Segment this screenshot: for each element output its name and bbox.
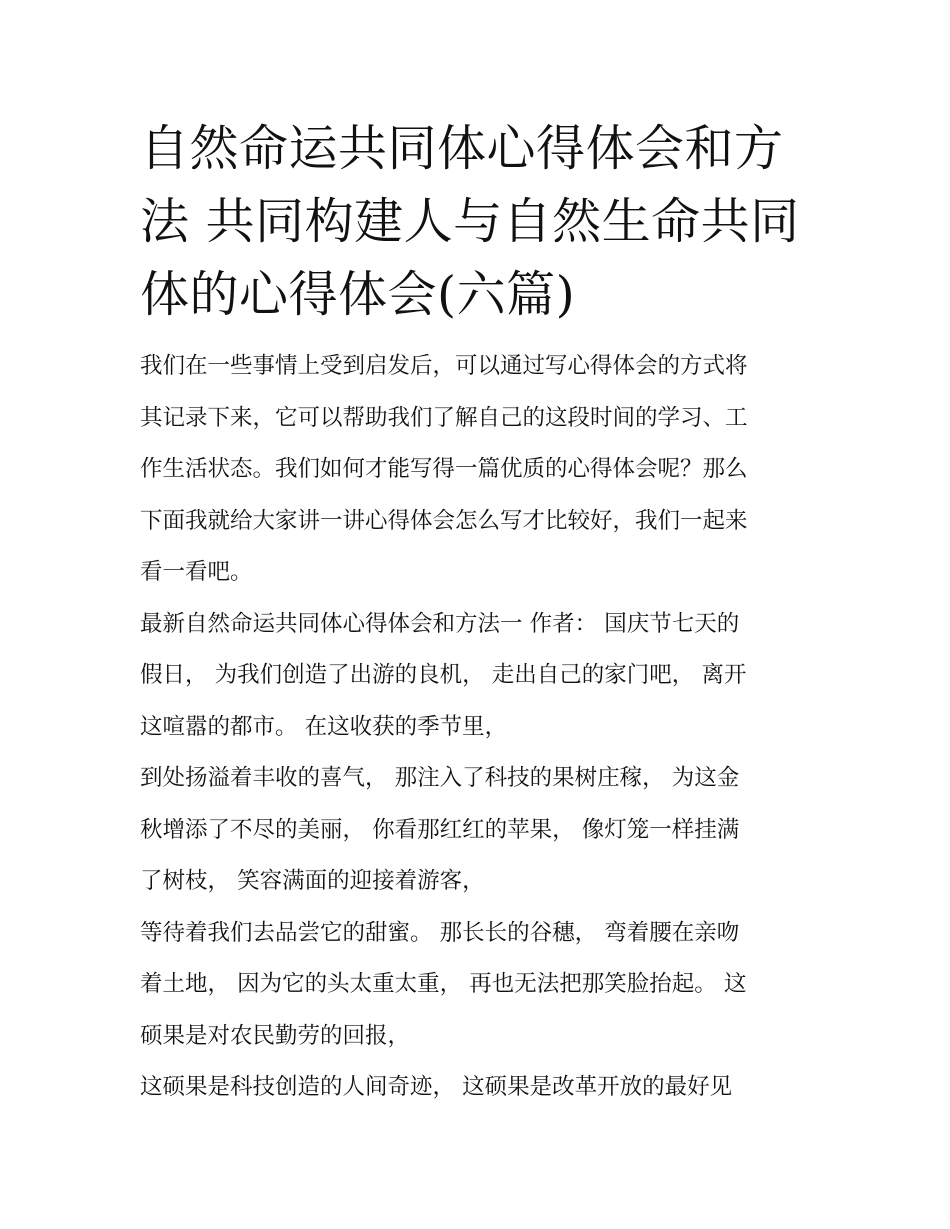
- text-line: 下面我就给大家讲一讲心得体会怎么写才比较好，我们一起来: [140, 507, 748, 534]
- title-line: 自然命运共同体心得体会和方: [140, 120, 784, 177]
- document-title: [140, 112, 812, 331]
- text-line: 秋增添了不尽的美丽， 你看那红红的苹果， 像灯笼一样挂满: [140, 816, 740, 843]
- body-paragraph: [140, 753, 812, 908]
- text-line: 最新自然命运共同体心得体会和方法一 作者： 国庆节七天的: [140, 610, 740, 637]
- title-line: 体的心得体会(六篇): [140, 266, 576, 323]
- text-line: 硕果是对农民勤劳的回报，: [140, 1022, 411, 1049]
- text-line: 等待着我们去品尝它的甜蜜。 那长长的谷穗， 弯着腰在亲吻: [140, 919, 740, 946]
- text-line: 其记录下来，它可以帮助我们了解自己的这段时间的学习、工: [140, 404, 748, 431]
- text-line: 作生活状态。我们如何才能写得一篇优质的心得体会呢？那么: [140, 456, 748, 482]
- text-line: 这硕果是科技创造的人间奇迹， 这硕果是改革开放的最好见: [140, 1074, 733, 1100]
- text-line: 我们在一些事情上受到启发后，可以通过写心得体会的方式将: [140, 353, 748, 379]
- body-paragraph: [140, 1062, 812, 1114]
- body-paragraph: [140, 599, 812, 754]
- text-line: 假日， 为我们创造了出游的良机， 走出自己的家门吧， 离开: [140, 662, 747, 688]
- text-line: 了树枝， 笑容满面的迎接着游客，: [140, 868, 485, 894]
- intro-paragraph: [140, 341, 812, 599]
- document-body: [140, 341, 812, 1114]
- text-line: 这喧嚣的都市。 在这收获的季节里，: [140, 713, 508, 740]
- text-line: 着土地， 因为它的头太重太重， 再也无法把那笑脸抬起。 这: [140, 971, 747, 997]
- text-line: 到处扬溢着丰收的喜气， 那注入了科技的果树庄稼， 为这金: [140, 765, 740, 791]
- title-line: 法 共同构建人与自然生命共同: [140, 193, 800, 250]
- document-content: [140, 112, 812, 1114]
- text-line: 看一看吧。: [140, 559, 253, 585]
- body-paragraph: [140, 908, 812, 1063]
